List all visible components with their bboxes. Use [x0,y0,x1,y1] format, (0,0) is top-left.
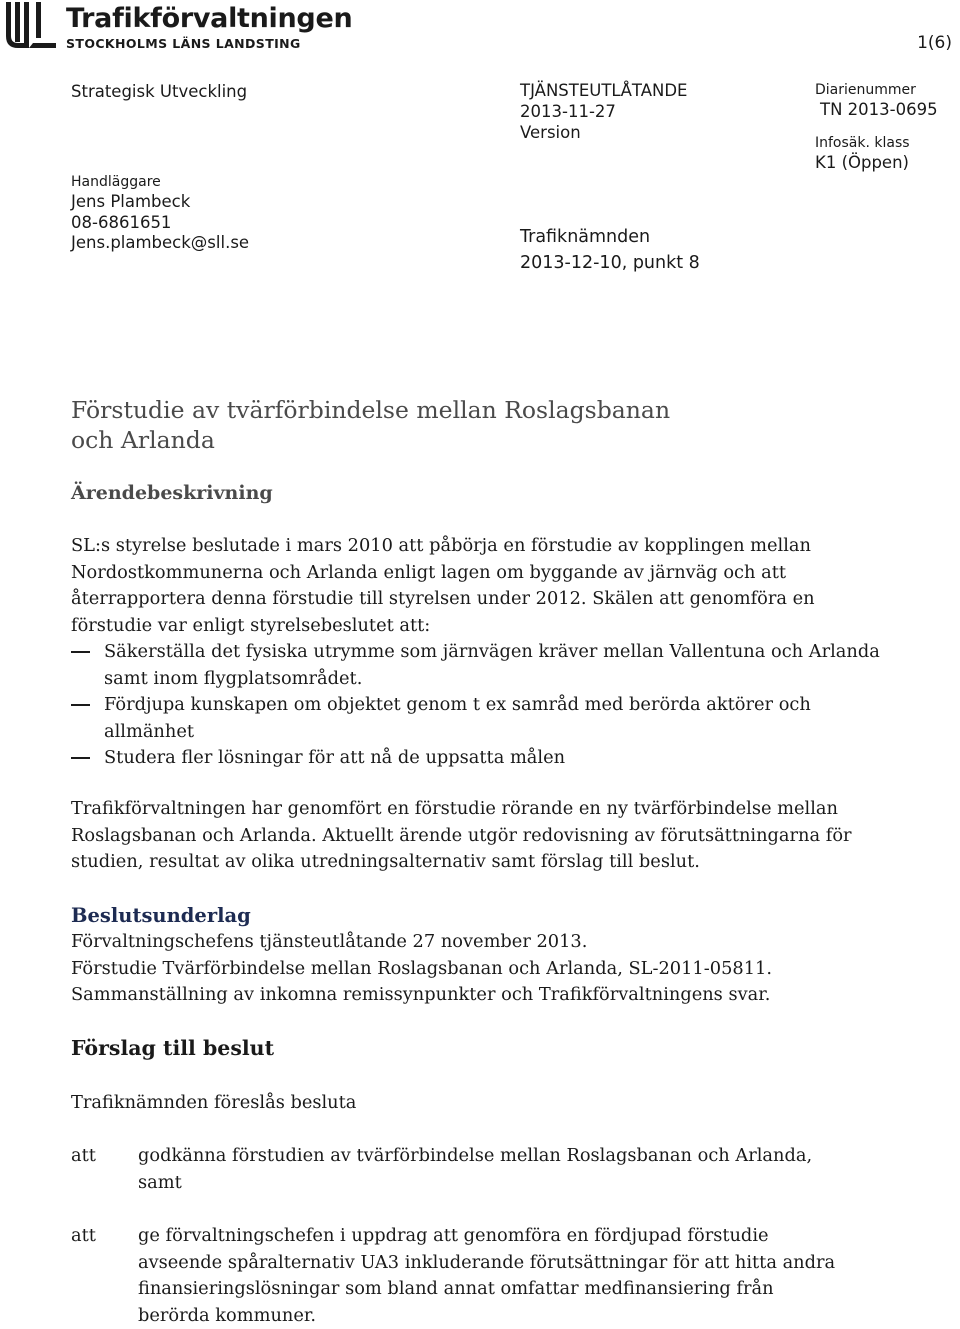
proposal-text: ge förvaltningschefen i uppdrag att genomföra en fördjupad förstudie avseende spåralternativ UA3 inkluderande förutsättningar för att hitta andra finansieringslösningar som bland annat omfattar medfinansiering från berörda kommuner. [138,1225,836,1326]
handler-phone: 08-6861651 [71,213,172,232]
bullet-text: Fördjupa kunskapen om objektet genom t ex samråd med berörda aktörer och allmänhet [104,694,811,742]
diary-label: Diarienummer [815,82,916,98]
proposal-text: godkänna förstudien av tvärförbindelse mellan Roslagsbanan och Arlanda, samt [138,1145,813,1193]
proposal-heading: Förslag till beslut [71,1036,275,1060]
document-version: Version [520,123,581,142]
title-line-2: och Arlanda [71,426,215,454]
document-title [71,395,670,455]
att-label: att [71,1225,96,1246]
department: Strategisk Utveckling [71,82,248,101]
title-line-1: Förstudie av tvärförbindelse mellan Roslagsbanan [71,396,671,424]
logo-subtitle: STOCKHOLMS LÄNS LANDSTING [66,36,301,51]
bullet-item [71,639,901,692]
proposal-item [71,1143,901,1196]
section-description-heading: Ärendebeskrivning [71,482,273,504]
document-date: 2013-11-27 [520,102,616,121]
dash-icon [71,745,104,772]
basis-list [71,929,901,1009]
bullet-item [71,745,901,772]
handler-email: Jens.plambeck@sll.se [71,233,250,252]
proposal-item [71,1223,901,1329]
logo-wordmark: Trafikförvaltningen [66,3,353,34]
document-type: TJÄNSTEUTLÅTANDE [520,81,688,100]
basis-item: Förstudie Tvärförbindelse mellan Roslagsbanan och Arlanda, SL-2011-05811. [71,957,772,979]
dash-icon [71,692,104,745]
summary-paragraph: Trafikförvaltningen har genomfört en förstudie rörande en ny tvärförbindelse mellan Roslagsbanan och Arlanda. Aktuellt ärende utgör redovisning av förutsättningarna för studien, resultat av olika utredningsalternativ samt förslag till beslut. [71,798,852,872]
description-paragraph: SL:s styrelse beslutade i mars 2010 att påbörja en förstudie av kopplingen mellan Nordostkommunerna och Arlanda enligt lagen om byggande av järnväg och att återrapportera denna förstudie till styrelsen under 2012. Skälen att genomföra en förstudie var enligt styrelsebeslutet att: [71,535,815,636]
basis-item: Sammanställning av inkomna remissynpunkter och Trafikförvaltningens svar. [71,984,771,1005]
handler-name: Jens Plambeck [71,192,191,211]
dash-icon [71,639,104,692]
basis-item: Förvaltningschefens tjänsteutlåtande 27 november 2013. [71,931,588,952]
bullet-text: Studera fler lösningar för att nå de uppsatta målen [104,747,566,768]
diary-number: TN 2013-0695 [820,100,938,119]
bullet-text: Säkerställa det fysiska utrymme som järnvägen kräver mellan Vallentuna och Arlanda samt inom flygplatsområdet. [104,641,880,689]
classification-value: K1 (Öppen) [815,153,909,172]
handler-label: Handläggare [71,174,161,190]
bullet-item [71,692,901,745]
proposal-intro: Trafiknämnden föreslås besluta [71,1092,357,1113]
classification-label: Infosäk. klass [815,135,910,151]
meeting-info: 2013-12-10, punkt 8 [520,253,700,273]
att-label: att [71,1145,96,1166]
board-name: Trafiknämnden [520,227,651,247]
sll-logo-icon [4,2,62,50]
basis-heading: Beslutsunderlag [71,904,251,927]
page-number: 1(6) [917,33,952,53]
description-block [71,533,901,772]
